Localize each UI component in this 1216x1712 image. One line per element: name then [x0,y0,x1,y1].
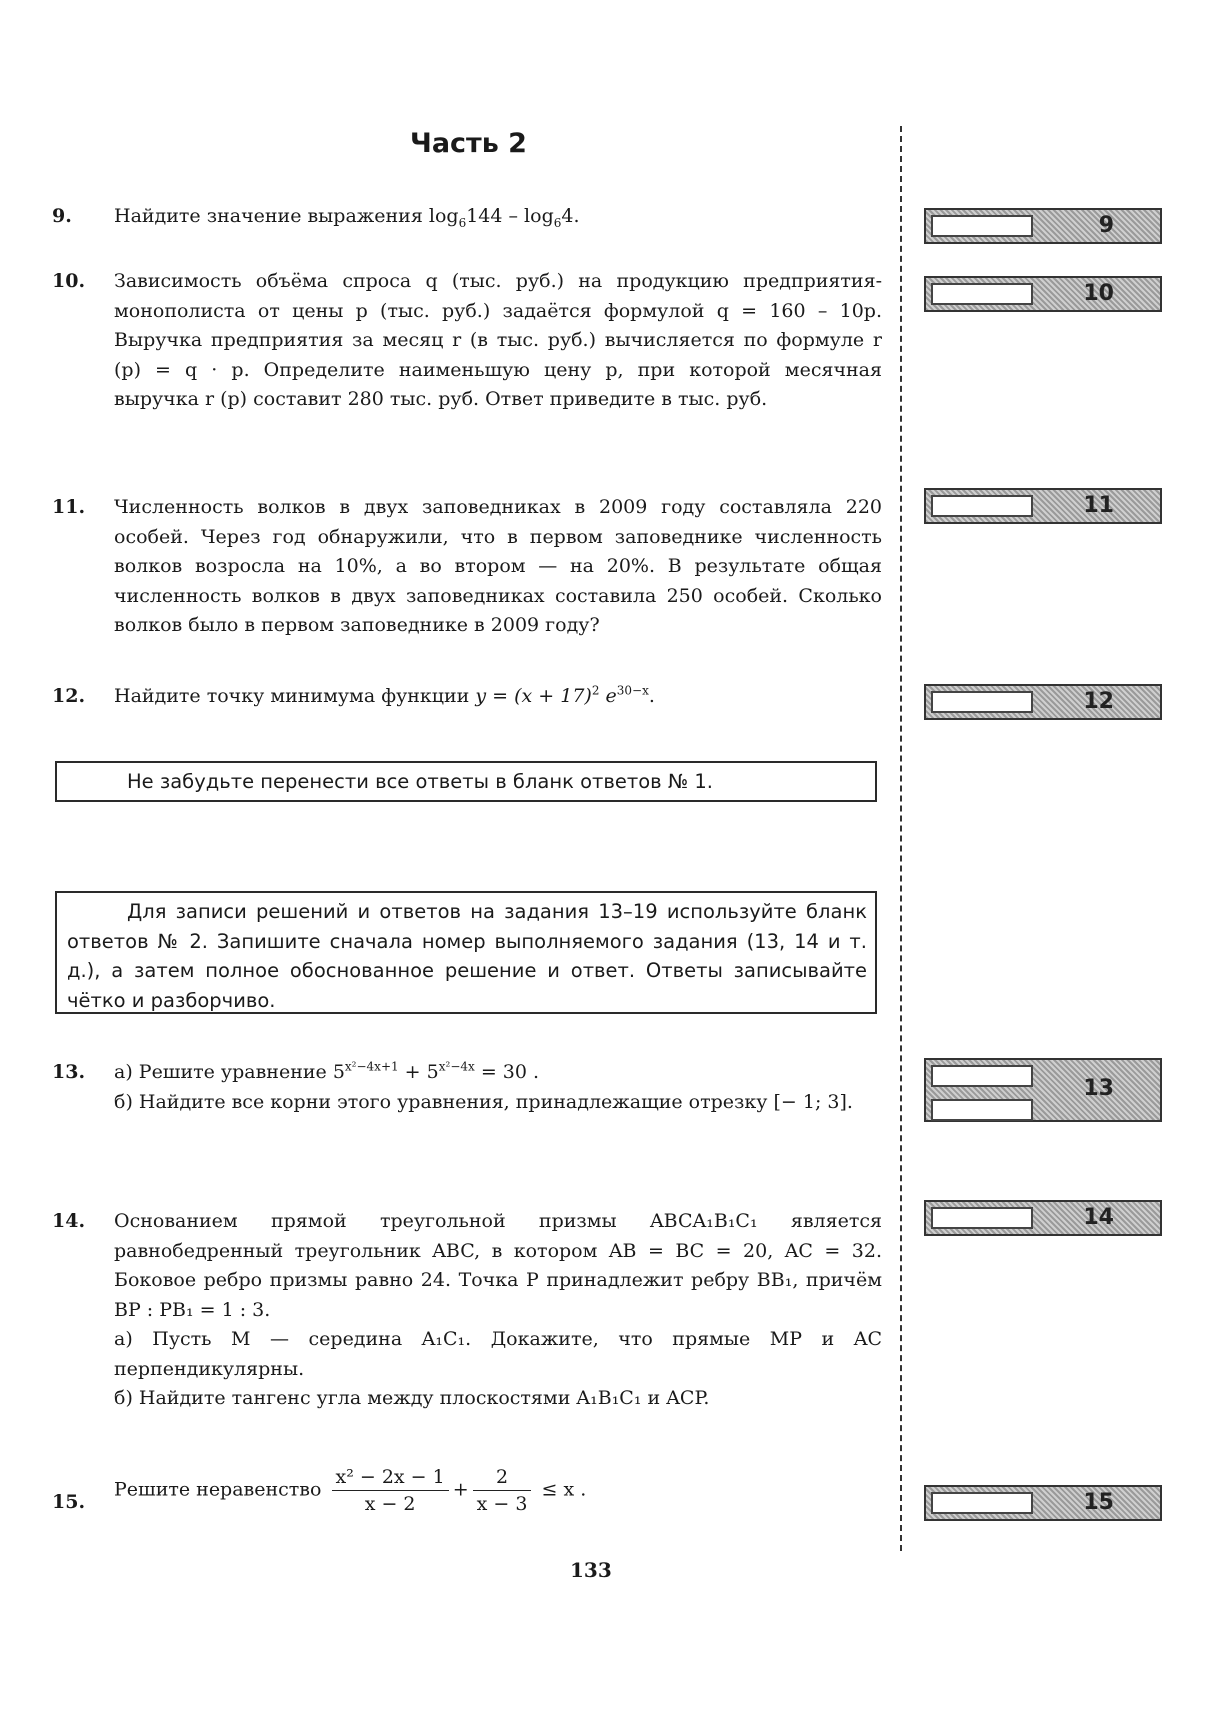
task-number: 10. [52,270,86,292]
task-number: 13. [52,1061,86,1083]
cut-line [900,126,902,1551]
task-10 [52,267,882,415]
task-14 [52,1207,882,1414]
answer-box-label: 10 [1083,281,1114,306]
task-text: Найдите значение выражения $\log_6144 - \log_64$. [114,205,580,230]
task-text: Зависимость объёма спроса q (тыс. руб.) на продукцию предприятия-монополиста от цены p (тыс. руб.) задаётся формулой q = 160 – 10p. Выручка предприятия за месяц r (в тыс. руб.) вычисляется по формуле r (p) = q · p. Определите наименьшую цену p, при которой месячная выручка r (p) составит 280 тыс. руб. Ответ приведите в тыс. руб. [114,270,882,410]
answer-box-15 [924,1485,1162,1521]
answer-box-11 [924,488,1162,524]
answer-box-label: 12 [1083,689,1114,714]
answer-field[interactable] [931,1492,1033,1514]
task-15 [52,1464,882,1517]
task-text: Решите неравенство $\frac{\text{x² − 2x − 1}}{x - 2}$ + $\frac{2}{x - 3}$ ≤ x . [114,1466,587,1515]
answer-field[interactable] [931,1099,1033,1121]
answer-box-10 [924,276,1162,312]
answer-box-9 [924,208,1162,244]
answer-field[interactable] [931,691,1033,713]
answer-box-13 [924,1058,1162,1122]
fraction: $\frac{2}{x - 3}$ [473,1464,532,1517]
notice-instructions: Для записи решений и ответов на задания 13–19 используйте бланк ответов № 2. Запишите сначала номер выполняемого задания (13, 14 и т. д.), а затем полное обоснованное решение и ответ. Ответы записывайте чётко и разборчиво. [55,891,877,1014]
task-11 [52,493,882,641]
answer-field[interactable] [931,283,1033,305]
task-number: 14. [52,1210,86,1232]
task-number: 11. [52,496,86,518]
answer-box-12 [924,684,1162,720]
task-number: 12. [52,685,86,707]
answer-box-label: 11 [1083,493,1114,518]
answer-field[interactable] [931,495,1033,517]
answer-box-14 [924,1200,1162,1236]
task-text: Численность волков в двух заповедниках в 2009 году составляла 220 особей. Через год обнаружили, что в первом заповеднике численность волков возросла на 10%, а во втором — на 20%. В результате общая численность волков в двух заповедниках составила 250 особей. Сколько волков было в первом заповеднике в 2009 году? [114,496,882,636]
task-text: Основанием прямой треугольной призмы ABCA₁B₁C₁ является равнобедренный треугольник ABC, в котором AB = BC = 20, AC = 32. Боковое ребро призмы равно 24. Точка P принадлежит ребру BB₁, причём BP : PB₁ = 1 : 3. а) Пусть M — середина A₁C₁. Докажите, что прямые MP и AC перпендикулярны. б) Найдите тангенс угла между плоскостями A₁B₁C₁ и ACP. [114,1210,882,1409]
task-text: Найдите точку минимума функции $y = (x + 17)^2$ $e^{30-x}$. [114,683,655,707]
task-13 [52,1058,882,1117]
answer-box-label: 9 [1098,213,1114,238]
answer-box-label: 14 [1083,1205,1114,1230]
task-number: 15. [52,1491,86,1513]
task-number: 9. [52,205,72,227]
answer-field[interactable] [931,215,1033,237]
notice-transfer-answers: Не забудьте перенести все ответы в бланк ответов № 1. [55,761,877,802]
answer-field[interactable] [931,1065,1033,1087]
task-9 [52,202,882,232]
page-title: Часть 2 [410,128,527,159]
fraction: $\frac{\text{x² − 2x − 1}}{x - 2}$ [332,1464,449,1517]
answer-field[interactable] [931,1207,1033,1229]
task-12 [52,682,882,712]
page-number: 133 [570,1558,612,1582]
task-text: а) Решите уравнение $5^{x^2-4x+1} + 5^{x^2-4x} = 30$ . б) Найдите все корни этого уравнения, принадлежащие отрезку [− 1; 3]. [114,1059,853,1113]
answer-box-label: 13 [1083,1076,1114,1101]
answer-box-label: 15 [1083,1490,1114,1515]
